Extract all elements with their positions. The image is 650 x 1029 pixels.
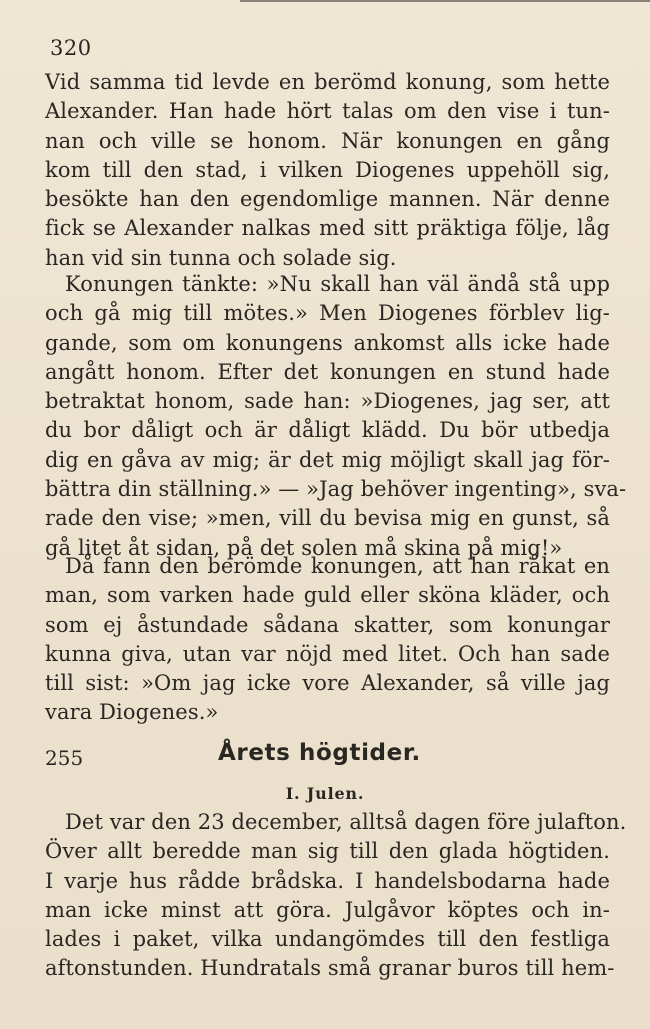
text-line: Det var den 23 december, alltså dagen före julafton. <box>65 810 627 834</box>
section-header <box>45 740 610 776</box>
text-line: som ej åstundade sådana skatter, som konungar <box>45 612 610 637</box>
text-line: lades i paket, vilka undangömdes till den festliga <box>45 927 610 952</box>
text-line: besökte han den egendomlige mannen. När denne <box>45 187 610 212</box>
paragraph-king-speaks <box>45 270 627 563</box>
text-line: Konungen tänkte: »Nu skall han väl ändå stå upp <box>65 272 610 296</box>
text-line: kunna giva, utan var nöjd med litet. Och han sade <box>45 641 610 666</box>
text-line: dig en gåva av mig; är det mig möjligt skall jag för- <box>45 447 610 472</box>
section-title: Årets högtider. <box>218 740 421 766</box>
text-line: man icke minst att göra. Julgåvor köptes och in- <box>45 897 610 922</box>
text-line: gande, som om konungens ankomst alls icke hade <box>45 330 610 355</box>
text-line: nan och ville se honom. När konungen en gång <box>45 128 610 153</box>
paragraph-christmas <box>45 808 627 984</box>
page-number: 320 <box>50 36 92 60</box>
text-line: aftonstunden. Hundratals små granar buros till hem- <box>45 956 615 981</box>
text-line: betraktat honom, sade han: »Diogenes, jag ser, att <box>45 389 610 414</box>
text-line: och gå mig till mötes.» Men Diogenes förblev lig- <box>45 301 610 326</box>
text-line: angått honom. Efter det konungen en stund hade <box>45 359 610 384</box>
text-line: Då fann den berömde konungen, att han råkat en <box>65 554 610 578</box>
text-line: vara Diogenes.» <box>45 700 219 725</box>
paragraph-diogenes-intro <box>45 68 610 273</box>
text-line: till sist: »Om jag icke vore Alexander, så ville jag <box>45 671 610 696</box>
text-line: Alexander. Han hade hört talas om den vise i tun- <box>45 99 610 124</box>
text-line: fick se Alexander nalkas med sitt präktiga följe, låg <box>45 216 610 241</box>
top-edge-rule <box>240 0 650 2</box>
text-line: kom till den stad, i vilken Diogenes uppehöll sig, <box>45 157 610 182</box>
text-line: han vid sin tunna och solade sig. <box>45 245 397 270</box>
section-subtitle: I. Julen. <box>285 784 365 803</box>
text-line: Vid samma tid levde en berömd konung, som hette <box>45 70 610 94</box>
text-line: bättra din ställning.» — »Jag behöver ingenting», sva- <box>45 477 627 502</box>
text-line: du bor dåligt och är dåligt klädd. Du bör utbedja <box>45 418 610 443</box>
text-line: gå litet åt sidan, på det solen må skina på mig!» <box>45 535 563 560</box>
section-number: 255 <box>45 746 84 770</box>
text-line: Över allt beredde man sig till den glada högtiden. <box>45 839 610 864</box>
text-line: I varje hus rådde brådska. I handelsbodarna hade <box>45 868 610 893</box>
text-line: man, som varken hade guld eller sköna kläder, och <box>45 583 610 608</box>
paragraph-conclusion <box>45 552 610 728</box>
text-line: rade den vise; »men, vill du bevisa mig en gunst, så <box>45 506 610 531</box>
